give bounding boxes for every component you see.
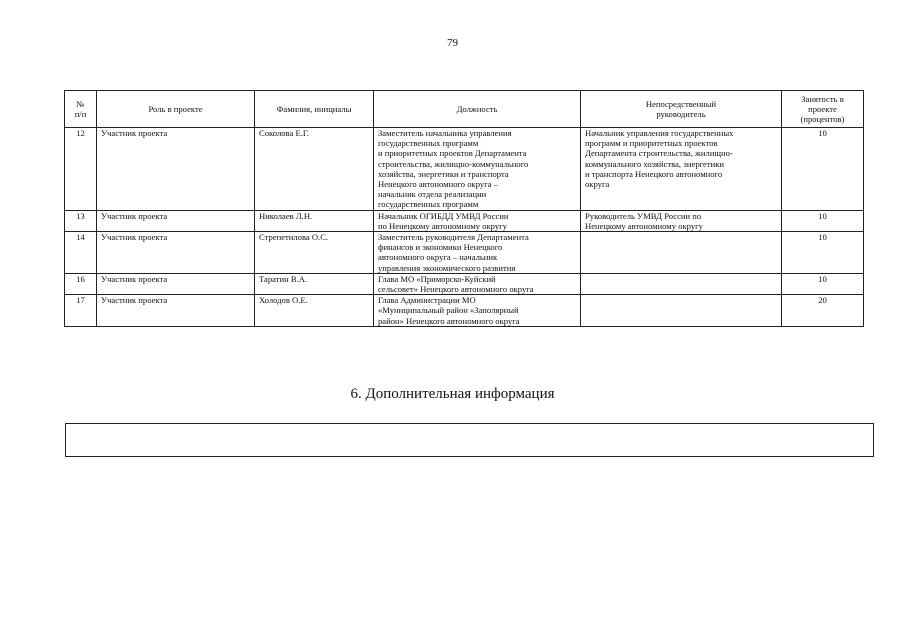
table-row: [65, 210, 864, 231]
cell-supervisor: Начальник управления государственных программ и приоритетных проектов Департамента строительства, жилищно- коммунального хозяйства, энергетики и транспорта Ненецкого автономного округа: [581, 128, 782, 211]
cell-role: Участник проекта: [97, 128, 255, 211]
table-row: [65, 295, 864, 327]
cell-load: 10: [782, 232, 864, 274]
header-supervisor: Непосредственный руководитель: [581, 91, 782, 128]
cell-num: 16: [65, 273, 97, 294]
cell-role: Участник проекта: [97, 273, 255, 294]
cell-name: Соколова Е.Г.: [255, 128, 374, 211]
additional-info-box: [65, 423, 874, 457]
page-number: 79: [447, 37, 458, 49]
cell-num: 13: [65, 210, 97, 231]
cell-position: Глава Администрации МО «Муниципальный район «Заполярный район» Ненецкого автономного округа: [374, 295, 581, 327]
header-role: Роль в проекте: [97, 91, 255, 128]
cell-supervisor: Руководитель УМВД России по Ненецкому автономному округу: [581, 210, 782, 231]
cell-load: 10: [782, 128, 864, 211]
table-header-row: [65, 91, 864, 128]
cell-supervisor: [581, 295, 782, 327]
header-position: Должность: [374, 91, 581, 128]
cell-load: 10: [782, 210, 864, 231]
project-team-table: [64, 90, 864, 327]
header-load: Занятость в проекте (процентов): [782, 91, 864, 128]
cell-load: 10: [782, 273, 864, 294]
cell-role: Участник проекта: [97, 295, 255, 327]
cell-load: 20: [782, 295, 864, 327]
cell-name: Николаев Л.Н.: [255, 210, 374, 231]
cell-name: Стрепетилова О.С.: [255, 232, 374, 274]
cell-position: Заместитель начальника управления государственных программ и приоритетных проектов Департамента строительства, жилищно-коммунального хозяйства, энергетики и транспорта Ненецкого автономного округа – начальник отдела реализации государственных программ: [374, 128, 581, 211]
cell-name: Холодов О.Е.: [255, 295, 374, 327]
cell-role: Участник проекта: [97, 210, 255, 231]
cell-position: Заместитель руководителя Департамента финансов и экономики Ненецкого автономного округа – начальник управления экономического развития: [374, 232, 581, 274]
cell-num: 14: [65, 232, 97, 274]
cell-num: 12: [65, 128, 97, 211]
header-name: Фамилия, инициалы: [255, 91, 374, 128]
section-heading: 6. Дополнительная информация: [350, 386, 555, 402]
cell-role: Участник проекта: [97, 232, 255, 274]
cell-supervisor: [581, 232, 782, 274]
cell-num: 17: [65, 295, 97, 327]
cell-supervisor: [581, 273, 782, 294]
cell-position: Начальник ОГИБДД УМВД России по Ненецкому автономному округу: [374, 210, 581, 231]
table-row: [65, 128, 864, 211]
table-row: [65, 273, 864, 294]
table-row: [65, 232, 864, 274]
header-num: № п/п: [65, 91, 97, 128]
cell-position: Глава МО «Приморско-Куйский сельсовет» Ненецкого автономного округа: [374, 273, 581, 294]
cell-name: Таратин В.А.: [255, 273, 374, 294]
